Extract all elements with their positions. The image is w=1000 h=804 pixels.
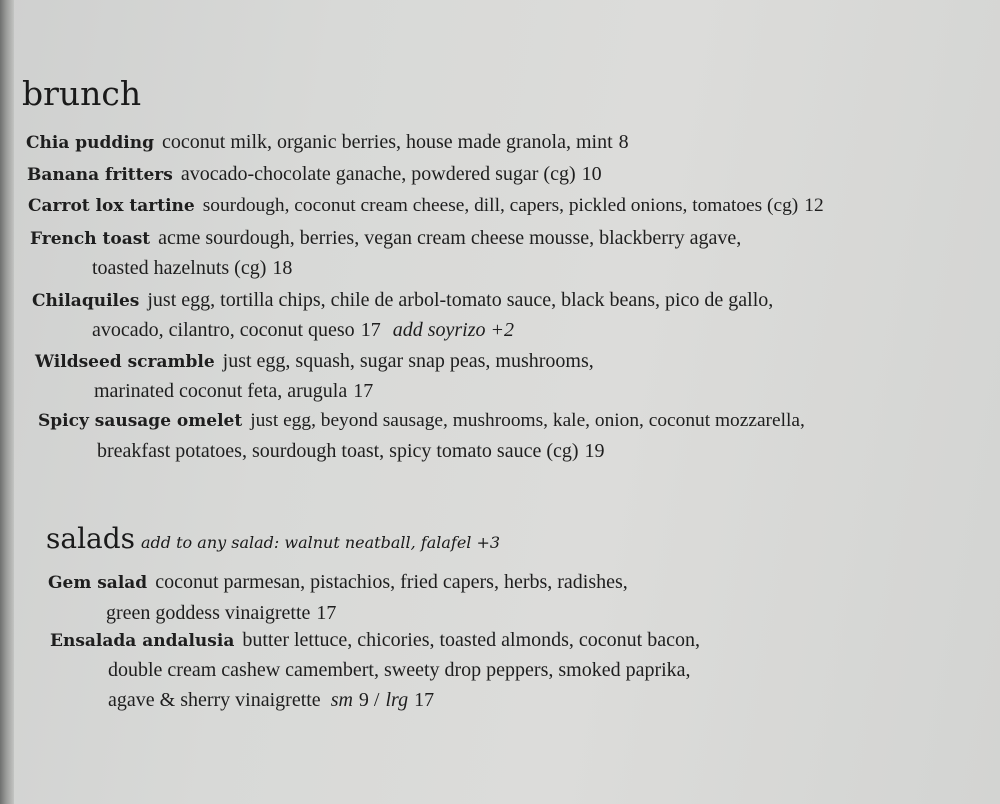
menu-item-chilaquiles: [32, 288, 773, 313]
menu-item-chia-pudding: [26, 130, 629, 155]
item-description: coconut milk, organic berries, house made granola, mint: [162, 131, 613, 153]
item-size-large: lrg: [385, 689, 409, 711]
salads-heading: [46, 522, 500, 555]
menu-item-french-toast: [30, 226, 741, 251]
menu-item-gem-salad: [48, 570, 628, 595]
item-name: Gem salad: [48, 573, 148, 593]
item-name: Chia pudding: [26, 133, 155, 153]
item-description-continued: breakfast potatoes, sourdough toast, spicy tomato sauce (cg): [97, 440, 579, 462]
menu-item-chilaquiles-continued: [92, 318, 514, 342]
item-description-continued: marinated coconut feta, arugula: [94, 380, 348, 402]
item-description: just egg, beyond sausage, mushrooms, kale, onion, coconut mozzarella,: [250, 410, 805, 431]
item-name: Carrot lox tartine: [28, 196, 195, 216]
item-name: Spicy sausage omelet: [38, 411, 243, 431]
item-name: Wildseed scramble: [35, 352, 215, 372]
salads-title: salads: [46, 522, 136, 555]
item-price: 18: [272, 257, 293, 279]
item-addon: add soyrizo +2: [392, 319, 514, 341]
item-description: coconut parmesan, pistachios, fried capers, herbs, radishes,: [155, 571, 628, 593]
item-description-continued: toasted hazelnuts (cg): [92, 257, 267, 279]
item-description-continued: double cream cashew camembert, sweety drop peppers, smoked paprika,: [108, 659, 691, 681]
item-name: Banana fritters: [27, 165, 173, 185]
item-price: 17: [316, 602, 337, 624]
item-price-large: 17: [414, 689, 435, 711]
menu-item-ensalada-andalusia-continued: [108, 658, 691, 682]
menu-item-spicy-sausage-omelet: [38, 409, 805, 433]
item-description-continued: avocado, cilantro, coconut queso: [92, 319, 355, 341]
item-description: just egg, tortilla chips, chile de arbol-tomato sauce, black beans, pico de gallo,: [147, 289, 774, 311]
menu-item-ensalada-andalusia-continued-2: [108, 688, 434, 712]
item-description: avocado-chocolate ganache, powdered sugar (cg): [180, 163, 576, 185]
salads-note: add to any salad: walnut neatball, falafel +3: [141, 533, 501, 552]
item-description: acme sourdough, berries, vegan cream cheese mousse, blackberry agave,: [158, 227, 742, 249]
item-name: Chilaquiles: [32, 291, 140, 311]
item-price: 19: [584, 440, 605, 462]
menu-item-wildseed-scramble-continued: [94, 379, 373, 403]
item-price: 10: [581, 163, 602, 185]
brunch-heading: brunch: [22, 74, 142, 113]
item-price: 8: [618, 131, 629, 153]
item-price: 17: [353, 380, 374, 402]
menu-item-banana-fritters: [27, 162, 602, 187]
item-description: sourdough, coconut cream cheese, dill, capers, pickled onions, tomatoes (cg): [202, 195, 799, 216]
item-name: French toast: [30, 229, 151, 249]
item-price-small: 9 /: [358, 689, 380, 711]
menu-item-wildseed-scramble: [35, 349, 594, 374]
menu-item-spicy-sausage-omelet-continued: [97, 439, 605, 463]
item-name: Ensalada andalusia: [50, 631, 235, 651]
item-price: 12: [804, 195, 824, 216]
item-description: just egg, squash, sugar snap peas, mushrooms,: [222, 350, 594, 372]
item-description-continued: green goddess vinaigrette: [106, 602, 311, 624]
menu-item-french-toast-continued: [92, 256, 292, 280]
menu-item-ensalada-andalusia: [50, 628, 700, 653]
item-description: butter lettuce, chicories, toasted almonds, coconut bacon,: [242, 629, 700, 651]
item-price: 17: [360, 319, 381, 341]
item-size-small: sm: [330, 689, 353, 711]
menu-item-gem-salad-continued: [106, 601, 336, 625]
menu-item-carrot-lox-tartine: [28, 194, 824, 218]
item-description-continued: agave & sherry vinaigrette: [108, 689, 321, 711]
